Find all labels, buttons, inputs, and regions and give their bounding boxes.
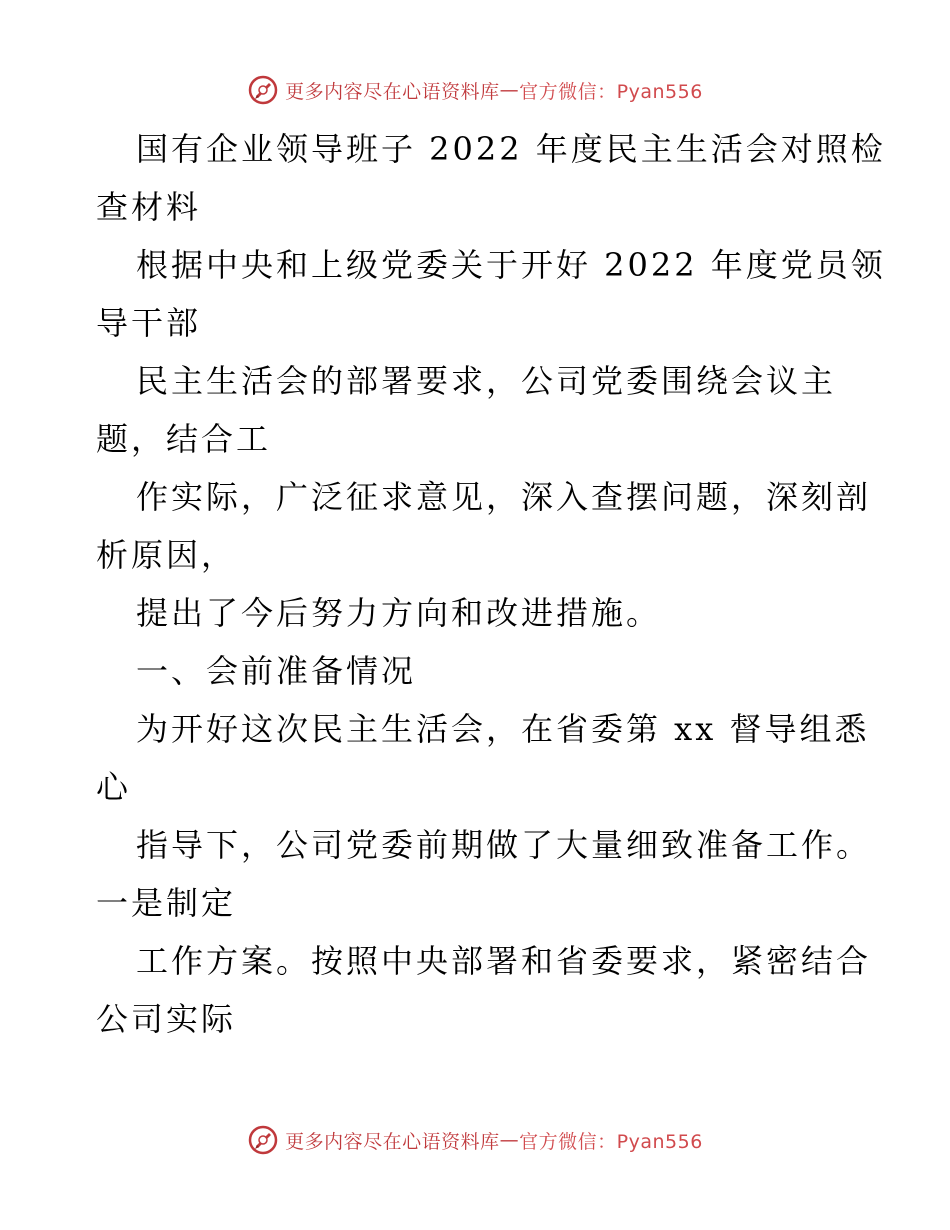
document-line: 导干部 — [96, 304, 202, 342]
document-line: 公司实际 — [96, 1000, 237, 1038]
document-line: 查材料 — [96, 188, 202, 226]
section-heading: 一、会前准备情况 — [136, 652, 417, 690]
document-line: 题，结合工 — [96, 420, 272, 458]
document-line: 提出了今后努力方向和改进措施。 — [136, 594, 662, 632]
watermark-dash: — — [499, 1129, 520, 1151]
header-watermark — [0, 70, 950, 110]
document-line: 民主生活会的部署要求，公司党委围绕会议主 — [136, 362, 837, 400]
document-line: 国有企业领导班子 2022 年度民主生活会对照检 — [136, 130, 886, 168]
document-line: 指导下，公司党委前期做了大量细致准备工作。 — [136, 826, 872, 864]
watermark-prefix: 更多内容尽在心语资料库 — [285, 1130, 500, 1153]
watermark-wechat: 官方微信：Pyan556 — [519, 1130, 703, 1153]
document-line: 为开好这次民主生活会，在省委第 xx 督导组悉 — [136, 710, 870, 748]
watermark-dash: — — [499, 79, 520, 101]
footer-watermark — [0, 1120, 950, 1160]
quill-pen-logo-icon — [247, 74, 279, 106]
quill-pen-logo-icon — [247, 1124, 279, 1156]
watermark-prefix: 更多内容尽在心语资料库 — [285, 80, 500, 103]
document-line: 析原因， — [96, 536, 237, 574]
document-line: 根据中央和上级党委关于开好 2022 年度党员领 — [136, 246, 886, 284]
document-line: 工作方案。按照中央部署和省委要求，紧密结合 — [136, 942, 872, 980]
document-line: 作实际，广泛征求意见，深入查摆问题，深刻剖 — [136, 478, 872, 516]
document-line: 心 — [96, 768, 132, 806]
document-body — [96, 120, 886, 1048]
watermark-wechat: 官方微信：Pyan556 — [519, 80, 703, 103]
document-line: 一是制定 — [96, 884, 237, 922]
